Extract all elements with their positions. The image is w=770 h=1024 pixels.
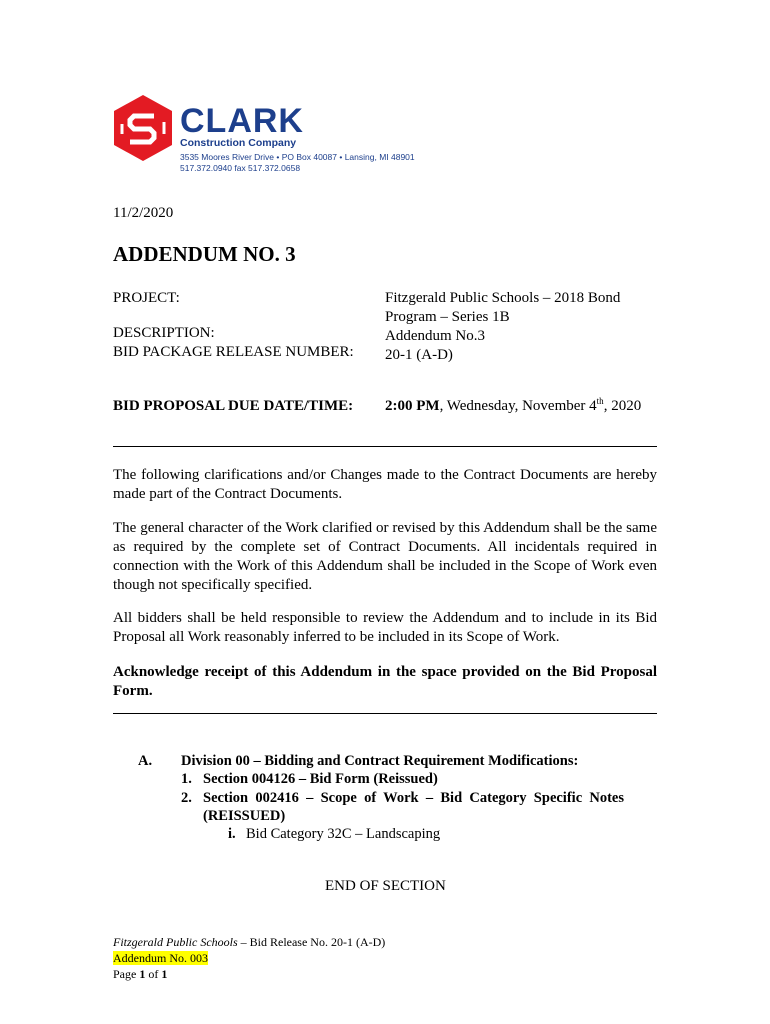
paragraph-general-character: The general character of the Work clarified or revised by this Addendum shall be the same as required by the complete set of Contract Documents. All incidentals required in connection with the Work of this Addendum shall be included in the Scope of Work even though not specifically specified. [113, 520, 657, 593]
clark-logo-mark-icon [112, 94, 174, 162]
project-value [385, 289, 620, 365]
footer-page [113, 966, 167, 982]
address-line: 3535 Moores River Drive • PO Box 40087 • Lansing, MI 48901 [180, 152, 415, 162]
project-label: PROJECT: [113, 290, 180, 306]
divider [113, 446, 657, 447]
company-name: CLARK [180, 102, 304, 140]
of-word: of [145, 967, 162, 981]
footer-addendum [113, 950, 208, 966]
project-value-line: Program – Series 1B [385, 309, 510, 325]
paragraph-clarifications: The following clarifications and/or Changes made to the Contract Documents are hereby made part of the Contract Documents. [113, 467, 657, 502]
sub-item-number: i. [228, 826, 236, 842]
footer-addendum-highlight: Addendum No. 003 [113, 951, 208, 965]
document-date: 11/2/2020 [113, 205, 174, 221]
footer-project [113, 934, 385, 950]
end-of-section: END OF SECTION [325, 878, 446, 894]
item-scope-of-work-cont: (REISSUED) [203, 808, 286, 824]
due-date-label: BID PROPOSAL DUE DATE/TIME: [113, 398, 354, 414]
release-label: BID PACKAGE RELEASE NUMBER: [113, 344, 354, 360]
release-value: 20-1 (A-D) [385, 347, 453, 363]
paragraph-bidders: All bidders shall be held responsible to review the Addendum and to include in its Bid Proposal all Work reasonably inferred to be included in its Scope of Work. [113, 610, 657, 645]
phone-line: 517.372.0940 fax 517.372.0658 [180, 163, 301, 173]
divider [113, 713, 657, 714]
item-number: 1. [181, 771, 192, 787]
due-day: , Wednesday, November 4 [439, 398, 597, 414]
due-suffix: th [596, 396, 604, 406]
due-year: , 2020 [603, 398, 642, 414]
item-bid-form: Section 004126 – Bid Form (Reissued) [203, 771, 438, 787]
footer-release: – Bid Release No. 20-1 (A-D) [237, 935, 386, 949]
section-heading: Division 00 – Bidding and Contract Requirement Modifications: [181, 753, 579, 769]
item-scope-of-work: Section 002416 – Scope of Work – Bid Category Specific Notes [203, 790, 625, 806]
description-value: Addendum No.3 [385, 328, 485, 344]
footer-school: Fitzgerald Public Schools [113, 935, 238, 949]
company-subtitle: Construction Company [180, 137, 297, 149]
item-number: 2. [181, 790, 192, 806]
due-date-value [385, 397, 641, 416]
sub-item-landscaping: Bid Category 32C – Landscaping [246, 826, 441, 842]
page-word: Page [113, 967, 140, 981]
description-label: DESCRIPTION: [113, 325, 215, 341]
page-number: 1 [139, 967, 146, 981]
company-address [180, 152, 415, 174]
paragraph-acknowledge: Acknowledge receipt of this Addendum in the space provided on the Bid Proposal Form. [113, 664, 657, 699]
page-total: 1 [161, 967, 168, 981]
document-title: ADDENDUM NO. 3 [113, 242, 296, 266]
section-letter: A. [138, 753, 153, 769]
project-value-line: Fitzgerald Public Schools – 2018 Bond [385, 290, 621, 306]
due-time: 2:00 PM [385, 398, 440, 414]
